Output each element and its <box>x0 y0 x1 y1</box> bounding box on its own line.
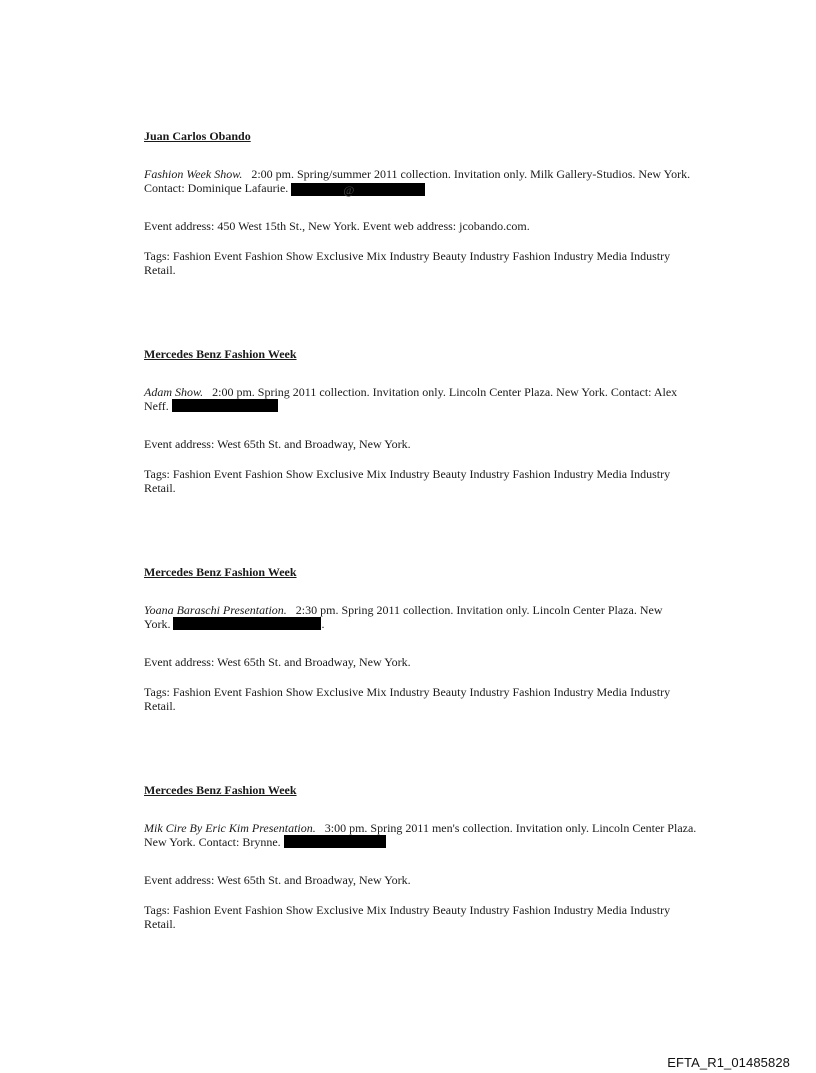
redaction-block <box>173 617 321 630</box>
event-heading: Mercedes Benz Fashion Week <box>144 565 297 579</box>
redaction-block <box>172 399 278 412</box>
event-address: Event address: West 65th St. and Broadway, New York. <box>144 655 411 669</box>
event-description: Yoana Baraschi Presentation. 2:30 pm. Spring 2011 collection. Invitation only. Lincoln Center Plaza. New York. . <box>144 603 663 631</box>
show-details: 3:00 pm. Spring 2011 men's collection. Invitation only. Lincoln Center Plaza. New York. Contact: Brynne. <box>144 821 697 849</box>
event-description <box>144 385 700 413</box>
redaction-block <box>291 183 425 196</box>
event-description <box>144 821 700 849</box>
event-tags: Tags: Fashion Event Fashion Show Exclusive Mix Industry Beauty Industry Fashion Industry Media Industry Retail. <box>144 467 671 495</box>
event-tags: Tags: Fashion Event Fashion Show Exclusive Mix Industry Beauty Industry Fashion Industry Media Industry Retail. <box>144 903 671 931</box>
event-entry <box>144 129 704 277</box>
redaction-at-sign: @ <box>343 183 355 197</box>
document-id-footer: EFTA_R1_01485828 <box>667 1055 790 1070</box>
event-entry <box>144 347 704 495</box>
event-description <box>144 167 700 196</box>
show-details: 2:30 pm. Spring 2011 collection. Invitation only. Lincoln Center Plaza. New York. <box>144 603 663 631</box>
show-title: Yoana Baraschi Presentation. <box>144 603 287 617</box>
show-title: Adam Show. <box>144 385 204 399</box>
event-entry <box>144 565 704 713</box>
event-heading: Mercedes Benz Fashion Week <box>144 783 297 797</box>
show-title: Fashion Week Show. <box>144 167 243 181</box>
event-address: Event address: 450 West 15th St., New York. Event web address: jcobando.com. <box>144 219 530 233</box>
show-title: Mik Cire By Eric Kim Presentation. <box>144 821 316 835</box>
event-heading: Mercedes Benz Fashion Week <box>144 347 297 361</box>
event-tags: Tags: Fashion Event Fashion Show Exclusive Mix Industry Beauty Industry Fashion Industry Media Industry Retail. <box>144 685 671 713</box>
show-details: 2:00 pm. Spring/summer 2011 collection. Invitation only. Milk Gallery-Studios. New York. Contact: Dominique Lafaurie. <box>144 167 691 195</box>
show-details: 2:00 pm. Spring 2011 collection. Invitation only. Lincoln Center Plaza. New York. Contact: Alex Neff. <box>144 385 678 413</box>
event-entry <box>144 783 704 931</box>
event-address: Event address: West 65th St. and Broadway, New York. <box>144 437 411 451</box>
redaction-block <box>284 835 386 848</box>
event-tags: Tags: Fashion Event Fashion Show Exclusive Mix Industry Beauty Industry Fashion Industry Media Industry Retail. <box>144 249 671 277</box>
event-heading: Juan Carlos Obando <box>144 129 251 143</box>
event-address: Event address: West 65th St. and Broadway, New York. <box>144 873 411 887</box>
